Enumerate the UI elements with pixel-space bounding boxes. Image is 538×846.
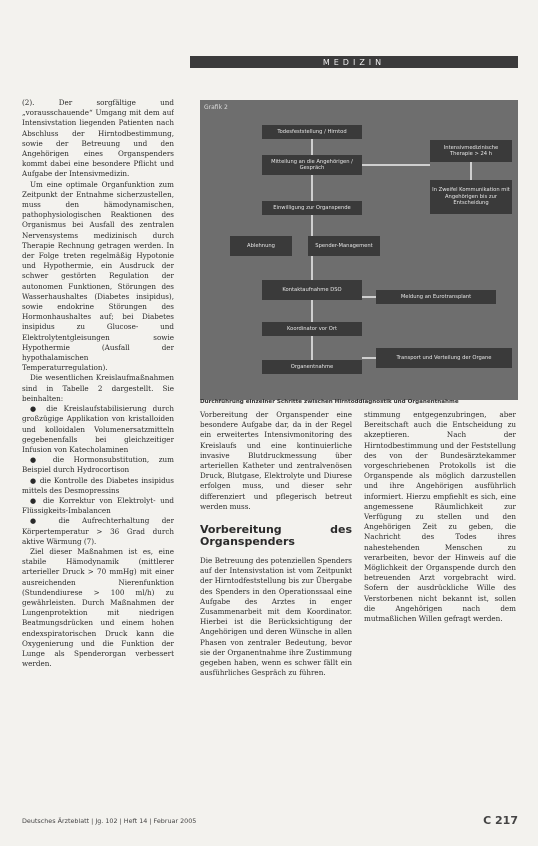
bullet-item: ● die Hormonsubstitution, zum Beispiel durch Hydrocortison (22, 455, 174, 475)
section-header (190, 56, 518, 68)
bullet-item: ● die Aufrechterhaltung der Körpertemperatur > 36 Grad durch aktive Wärmung (7). (22, 516, 174, 547)
bullet-item: ● die Korrektur von Elektrolyt- und Flüssigkeits-Imbalancen (22, 496, 174, 516)
paragraph: Um eine optimale Organfunktion zum Zeitpunkt der Entnahme sicherzustellen, muss den hämodynamischen, pathophysiologischen Reaktionen des Organismus bei Ausfall des zentralen Nervensystems medizinisch durch Therapie Rechnung getragen werden. In der Folge treten regelmäßig Hypotonie und Hypothermie, ein Ausdruck der schwer gestörten Regulation der autonomen Funktionen, Störungen des Wasserhaushaltes (Diabetes insipidus), sowie endokrine Störungen des Hormonhaushaltes auf; bei Diabetes insipidus zu Glucose- und Elektrolytentgleisungen sowie Hypothermie (Ausfall der hypothalamischen Temperaturregulation). (22, 179, 174, 373)
bullet-item: ● die Kreislaufstabilisierung durch großzügige Applikation von kristalloiden und kolloidalen Volumenersatzmitteln gegebenenfalls bei gleichzeitiger Infusion von Katecholaminen (22, 404, 174, 455)
flow-box: In Zweifel Kommunikation mit Angehörigen bis zur Entscheidung (430, 180, 512, 214)
paragraph: Ziel dieser Maßnahmen ist es, eine stabile Hämodynamik (mittlerer arterieller Druck > 70 mmHg) mit einer ausreichenden Nierenfunktion (Stundendiurese > 100 ml/h) zu gewährleisten. Durch Maßnahmen der Lungenprotektion mit niedrigen Beatmungsdrücken und einem hohen endexspiratorischen Druck kann die Oxygenierung und die Funktion der Lunge als Spenderorgan verbessert werden. (22, 546, 174, 669)
flow-box: Transport und Verteilung der Organe (376, 348, 512, 368)
figure-label: Grafik 2 (204, 104, 228, 111)
paragraph: Vorbereitung der Organspender eine besondere Aufgabe dar, da in der Regel ein erweitertes Intensivmonitoring des Kreislaufs und eine kontinuierliche invasive Blutdruckmessung über arteriellen Katheter und zentralvenösen Druck, Blutgase, Elektrolyte und Diurese erfolgen muss, und dieser sehr differenziert und pflegerisch betreut werden muss. (200, 410, 352, 511)
paragraph: Die Betreuung des potenziellen Spenders auf der Intensivstation ist vom Zeitpunkt der Hirntodfeststellung bis zur Übergabe des Spenders in den Operationssaal eine Aufgabe des Arztes in enger Zusammenarbeit mit dem Koordinator. Hierbei ist die Berücksichtigung der Angehörigen und deren Wünsche in allen Phasen von zentraler Bedeutung, bevor sie der Organentnahme ihre Zustimmung gegeben haben, wenn es schwer fällt ein ausführliches Gespräch zu führen. (200, 556, 352, 678)
flowchart-figure (200, 100, 518, 400)
flow-arrow (311, 300, 313, 322)
flow-box: Intensivmedizinische Therapie > 24 h (430, 140, 512, 162)
flow-box: Organentnahme (262, 360, 362, 374)
flow-arrow (362, 357, 376, 359)
flow-arrow (470, 162, 472, 180)
flow-arrow (311, 336, 313, 360)
flow-arrow (311, 139, 313, 155)
page-number: C 217 (483, 814, 518, 827)
flow-box: Kontaktaufnahme DSO (262, 280, 362, 300)
flow-box: Todesfeststellung / Hirntod (262, 125, 362, 139)
flow-box: Koordinator vor Ort (262, 322, 362, 336)
page-footer (22, 814, 518, 827)
flow-box: Meldung an Eurotransplant (376, 290, 496, 304)
flow-arrow (362, 164, 430, 166)
left-column (22, 98, 174, 808)
figure-caption: Durchführung einzelner Schritte zwischen Hirntoddiagnostik und Organentnahme (200, 399, 459, 405)
paragraph: stimmung entgegenzubringen, aber Bereitschaft auch die Entscheidung zu akzeptieren. Nach der Hirntodbestimmung und der Feststellung des von der Bundesärztekammer vorgeschriebenen Protokolls ist die Organspende als möglich darzustellen und ihre Angehörigen ausführlich informiert. Hierzu empfiehlt es sich, eine angemessene Räumlichkeit zur Verfügung zu stellen und den Angehörigen Zeit zu geben, die Nachricht des Todes ihres nahestehenden Menschen zu verarbeiten, bevor der Hinweis auf die Möglichkeit der Organspende durch den betreuenden Arzt vorgebracht wird. Sofern der ausdrückliche Wille des Verstorbenen nicht bekannt ist, sollen die Angehörigen nach dem mutmaßlichen Willen gefragt werden. (364, 410, 516, 624)
flow-box: Spender-Management (308, 236, 380, 256)
flow-arrow (362, 296, 376, 298)
right-column (364, 410, 516, 624)
bullet-item: ● die Kontrolle des Diabetes insipidus mittels des Desmopressins (22, 476, 174, 496)
paragraph: (2). Der sorgfältige und „vorausschauende“ Umgang mit dem auf Intensivstation liegenden Patienten nach Abschluss der Hirntodbestimmung, sowie der Betreuung und den Angehörigen eines Organspenders kommt dabei eine besondere Pflicht und Aufgabe der Intensivmedizin. (22, 98, 174, 179)
flow-arrow (311, 215, 313, 236)
section-label: MEDIZIN (322, 57, 386, 67)
journal-citation: Deutsches Ärzteblatt | Jg. 102 | Heft 14 | Februar 2005 (22, 816, 197, 825)
section-subhead: Vorbereitung des Organspenders (200, 523, 352, 549)
middle-column (200, 410, 352, 678)
flow-arrow (311, 256, 313, 280)
flow-box: Mitteilung an die Angehörigen / Gespräch (262, 155, 362, 175)
flow-box: Ablehnung (230, 236, 292, 256)
flow-box: Einwilligung zur Organspende (262, 201, 362, 215)
flow-arrow (311, 175, 313, 201)
paragraph: Die wesentlichen Kreislaufmaßnahmen sind in Tabelle 2 dargestellt. Sie beinhalten: (22, 373, 174, 403)
